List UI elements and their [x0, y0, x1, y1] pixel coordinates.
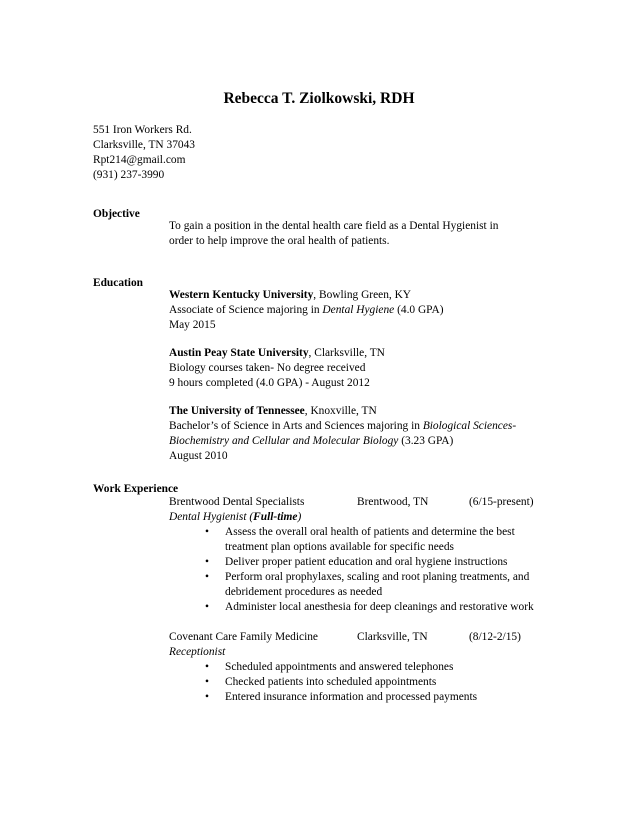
job-location: Clarksville, TN	[357, 631, 428, 643]
duty-text: Perform oral prophylaxes, scaling and root planing treatments, and debridement procedures as needed	[225, 571, 530, 598]
job-duties	[169, 525, 549, 615]
school-date: May 2015	[169, 319, 216, 331]
address-line-2: Clarksville, TN 37043	[93, 139, 195, 151]
phone: (931) 237-3990	[93, 169, 165, 181]
job-title-text: Receptionist	[169, 646, 226, 658]
job-header	[169, 630, 549, 645]
school-utk	[169, 404, 549, 419]
bullet-icon: •	[205, 661, 209, 673]
objective-heading: Objective	[93, 208, 140, 220]
school-name: The University of Tennessee	[169, 405, 305, 417]
school-degree-cont	[169, 434, 549, 449]
list-item	[169, 690, 541, 705]
list-item	[169, 660, 541, 675]
duty-text: Deliver proper patient education and oral hygiene instructions	[225, 556, 508, 568]
degree-gpa: (4.0 GPA)	[394, 304, 444, 316]
objective-line-1: To gain a position in the dental health care field as a Dental Hygienist in	[169, 220, 499, 232]
degree-prefix: Bachelor’s of Science in Arts and Sciences majoring in	[169, 420, 423, 432]
duty-text: Assess the overall oral health of patients and determine the best treatment plan options available for specific needs	[225, 526, 515, 553]
duty-text: Entered insurance information and processed payments	[225, 691, 478, 703]
duty-text: Scheduled appointments and answered telephones	[225, 661, 454, 673]
school-wku	[169, 288, 549, 303]
bullet-icon: •	[205, 571, 209, 583]
list-item	[169, 600, 541, 615]
degree-major: Dental Hygiene	[322, 304, 395, 316]
job-header	[169, 495, 549, 510]
education-heading: Education	[93, 277, 144, 289]
job-title	[169, 645, 549, 660]
bullet-icon: •	[205, 601, 209, 613]
bullet-icon: •	[205, 676, 209, 688]
school-apsu	[169, 346, 549, 361]
school-hours: 9 hours completed (4.0 GPA) - August 2012	[169, 377, 370, 389]
education-body	[169, 288, 549, 464]
school-location: , Knoxville, TN	[304, 405, 377, 417]
list-item	[169, 675, 541, 690]
school-name: Western Kentucky University	[169, 289, 314, 301]
job-title	[169, 510, 549, 525]
school-location: , Clarksville, TN	[308, 347, 385, 359]
bullet-icon: •	[205, 526, 209, 538]
job-title-suffix: )	[297, 511, 302, 523]
list-item	[169, 525, 541, 555]
duty-text: Administer local anesthesia for deep cleanings and restorative work	[225, 601, 534, 613]
degree-gpa: (3.23 GPA)	[398, 435, 454, 447]
objective-body	[169, 219, 549, 249]
degree-major-cont: Biochemistry and Cellular and Molecular Biology	[169, 435, 399, 447]
resume-name: Rebecca T. Ziolkowski, RDH	[223, 90, 415, 107]
duty-text: Checked patients into scheduled appointments	[225, 676, 437, 688]
school-location: , Bowling Green, KY	[313, 289, 412, 301]
work-heading: Work Experience	[93, 483, 179, 495]
school-degree	[169, 419, 549, 434]
job-title-prefix: Dental Hygienist (	[169, 511, 254, 523]
job-duties	[169, 660, 549, 705]
bullet-icon: •	[205, 556, 209, 568]
job-title-type: Full-time	[253, 511, 298, 523]
degree-prefix: Associate of Science majoring in	[169, 304, 323, 316]
job-dates: (8/12-2/15)	[469, 631, 521, 643]
work-body	[169, 495, 549, 705]
contact-block	[93, 123, 195, 183]
address-line-1: 551 Iron Workers Rd.	[93, 124, 192, 136]
job-dates: (6/15-present)	[469, 496, 534, 508]
employer: Covenant Care Family Medicine	[169, 631, 318, 643]
school-degree	[169, 303, 549, 318]
degree-major: Biological Sciences-	[422, 420, 517, 432]
list-item	[169, 555, 541, 570]
objective-line-2: order to help improve the oral health of patients.	[169, 235, 390, 247]
list-item	[169, 570, 541, 600]
bullet-icon: •	[205, 691, 209, 703]
school-date: August 2010	[169, 450, 228, 462]
school-note: Biology courses taken- No degree received	[169, 362, 366, 374]
employer: Brentwood Dental Specialists	[169, 496, 305, 508]
email: Rpt214@gmail.com	[93, 154, 186, 166]
job-location: Brentwood, TN	[357, 496, 429, 508]
school-name: Austin Peay State University	[169, 347, 309, 359]
